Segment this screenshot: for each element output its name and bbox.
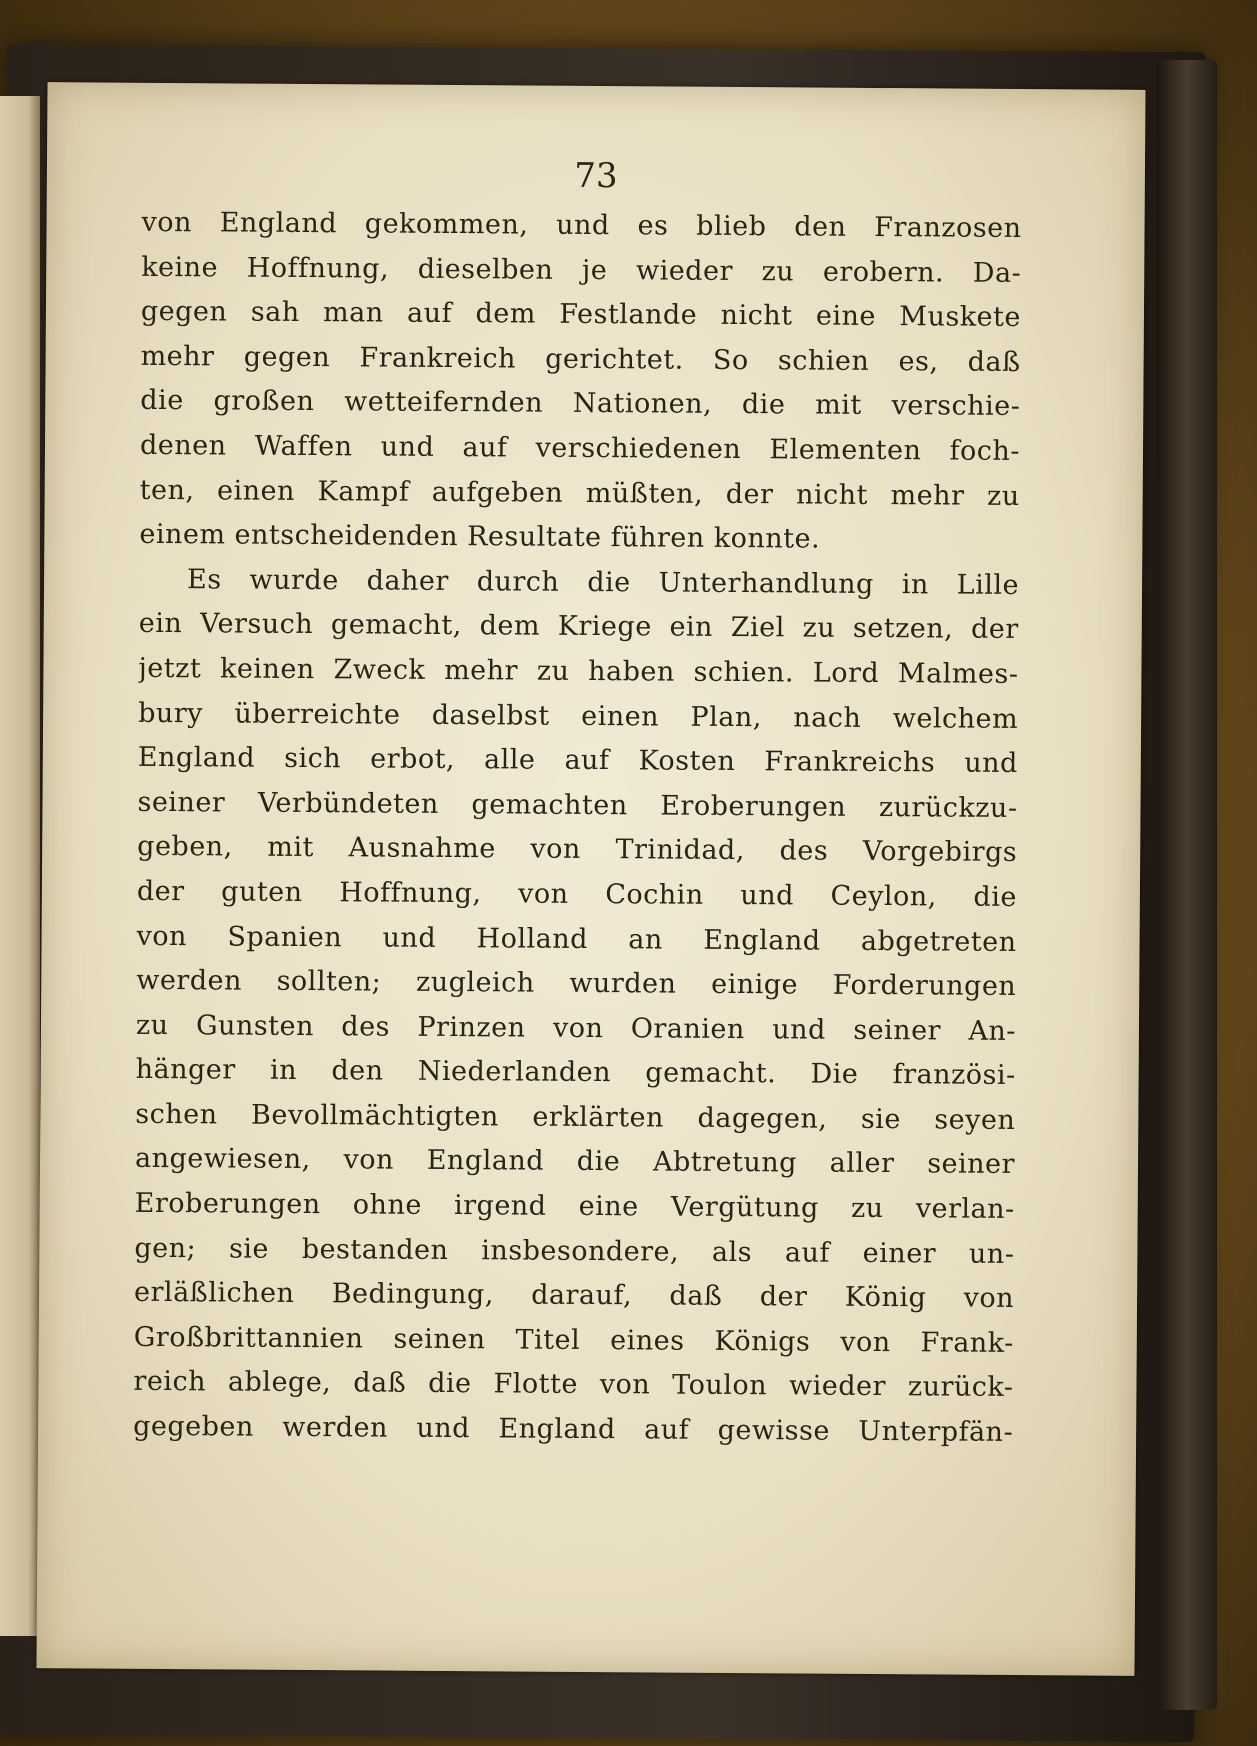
text-line: denen Waffen und auf verschiedenen Elementen foch- xyxy=(139,429,1021,467)
text-line: seiner Verbündeten gemachten Eroberungen zurückzu- xyxy=(137,786,1018,824)
text-line: geben, mit Ausnahme von Trinidad, des Vorgebirgs xyxy=(137,831,1018,869)
text-line: die großen wetteifernden Nationen, die mit verschie- xyxy=(140,385,1021,423)
text-line: keine Hoffnung, dieselben je wieder zu erobern. Da- xyxy=(141,251,1022,289)
text-line: angewiesen, von England die Abtretung aller seiner xyxy=(134,1143,1016,1181)
text-line: ten, einen Kampf aufgeben müßten, der nicht mehr zu xyxy=(139,474,1020,512)
text-line: erläßlichen Bedingung, darauf, daß der König von xyxy=(133,1277,1015,1315)
text-line: einem entscheidenden Resultate führen konnte. xyxy=(139,518,821,555)
text-line: gen; sie bestanden insbesondere, als auf einer un- xyxy=(134,1232,1015,1270)
book-page xyxy=(36,82,1145,1676)
book-cover-edge xyxy=(1157,60,1217,1710)
text-line: Eroberungen ohne irgend eine Vergütung zu verlan- xyxy=(134,1187,1015,1226)
text-line: werden sollten; zugleich wurden einige Forderungen xyxy=(136,964,1017,1003)
text-line: der guten Hoffnung, von Cochin und Ceylon, die xyxy=(136,875,1017,913)
text-line: ein Versuch gemacht, dem Kriege ein Ziel zu setzen, der xyxy=(138,608,1019,646)
text-line: jetzt keinen Zweck mehr zu haben schien. Lord Malmes- xyxy=(138,652,1019,690)
text-line: England sich erbot, alle auf Kosten Frankreichs und xyxy=(137,741,1018,780)
text-line: zu Gunsten des Prinzen von Oranien und seiner An- xyxy=(135,1009,1017,1047)
text-line: hänger in den Niederlanden gemacht. Die französi- xyxy=(135,1054,1016,1092)
paragraph-start-line: Es wurde daher durch die Unterhandlung in Lille xyxy=(186,563,1020,601)
text-line: bury überreichte daselbst einen Plan, nach welchem xyxy=(138,697,1019,735)
text-line: gegeben werden und England auf gewisse Unterpfän- xyxy=(133,1410,1014,1448)
text-line: gegen sah man auf dem Festlande nicht eine Muskete xyxy=(140,296,1022,334)
text-line: reich ablege, daß die Flotte von Toulon wieder zurück- xyxy=(133,1366,1014,1404)
text-line: mehr gegen Frankreich gerichtet. So schien es, daß xyxy=(140,340,1021,378)
text-line: von Spanien und Holland an England abgetreten xyxy=(136,920,1017,958)
body-text xyxy=(133,201,1022,1456)
text-line: schen Bevollmächtigten erklärten dagegen, sie seyen xyxy=(135,1098,1016,1136)
text-line: von England gekommen, und es blieb den Franzosen xyxy=(141,206,1022,244)
text-line: Großbrittannien seinen Titel eines Königs von Frank- xyxy=(133,1321,1014,1359)
page-number: 73 xyxy=(574,155,618,197)
previous-page-edge xyxy=(0,96,40,1636)
